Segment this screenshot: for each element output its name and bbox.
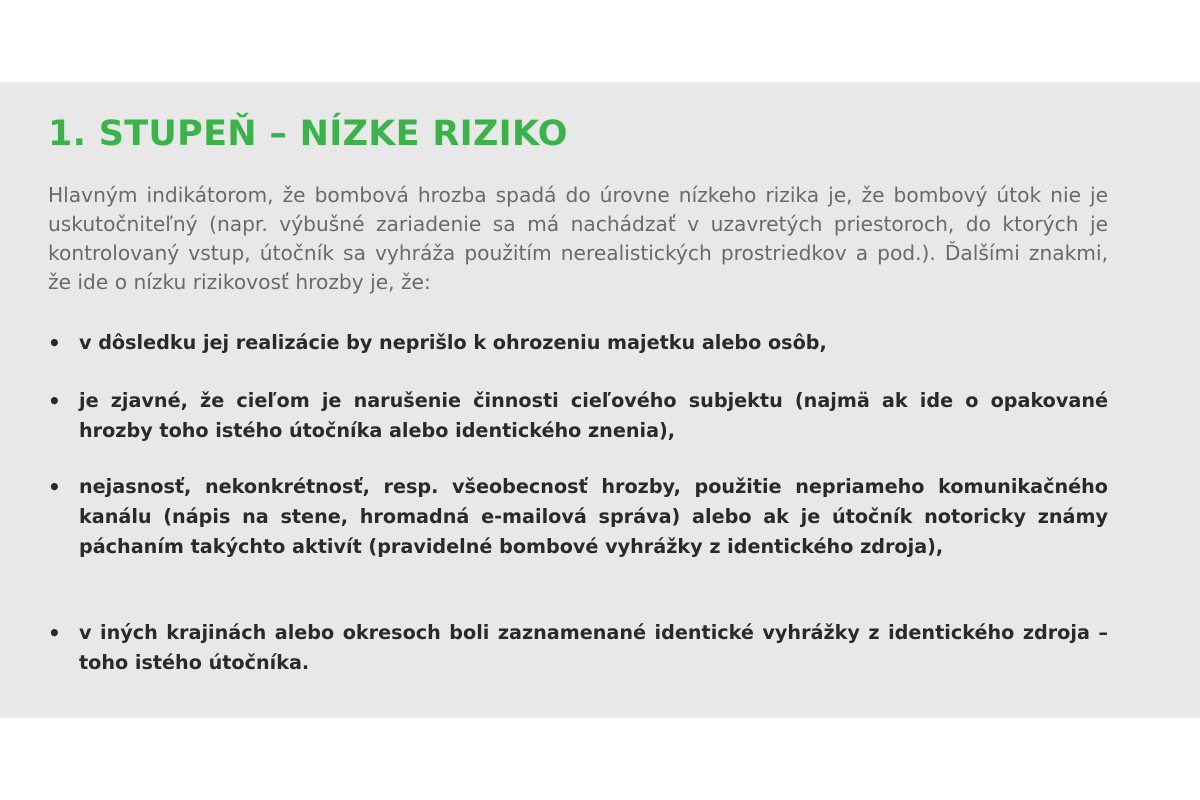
list-item (48, 328, 1108, 358)
bullet-icon: • (48, 475, 61, 499)
list-item (48, 472, 1108, 562)
bullet-icon: • (48, 331, 61, 355)
list-item (48, 386, 1108, 446)
section-title: 1. STUPEŇ – NÍZKE RIZIKO (48, 114, 568, 154)
intro-paragraph: Hlavným indikátorom, že bombová hrozba spadá do úrovne nízkeho rizika je, že bombový útok nie je uskutočniteľný (napr. výbušné zariadenie sa má nachádzať v uzavretých priestoroch, do ktorých je kontrolovaný vstup, útočník sa vyhráža použitím nerealistických prostriedkov a pod.). Ďalšími znakmi, že ide o nízku rizikovosť hrozby je, že: (48, 183, 1108, 294)
list-item (48, 618, 1108, 678)
list-item-text: nejasnosť, nekonkrétnosť, resp. všeobecnosť hrozby, použitie nepriameho komunikačného kanálu (nápis na stene, hromadná e-mailová správa) alebo ak je útočník notoricky známy páchaním takýchto aktivít (pravidelné bombové vyhrážky z identického zdroja), (79, 475, 1108, 558)
bullet-icon: • (48, 621, 61, 645)
list-item-text: v iných krajinách alebo okresoch boli zaznamenané identické vyhrážky z identického zdroja – toho istého útočníka. (79, 621, 1108, 674)
bullet-icon: • (48, 389, 61, 413)
list-item-text: v dôsledku jej realizácie by neprišlo k ohrozeniu majetku alebo osôb, (79, 331, 827, 354)
list-item-text: je zjavné, že cieľom je narušenie činnosti cieľového subjektu (najmä ak ide o opakované hrozby toho istého útočníka alebo identického znenia), (79, 389, 1108, 442)
